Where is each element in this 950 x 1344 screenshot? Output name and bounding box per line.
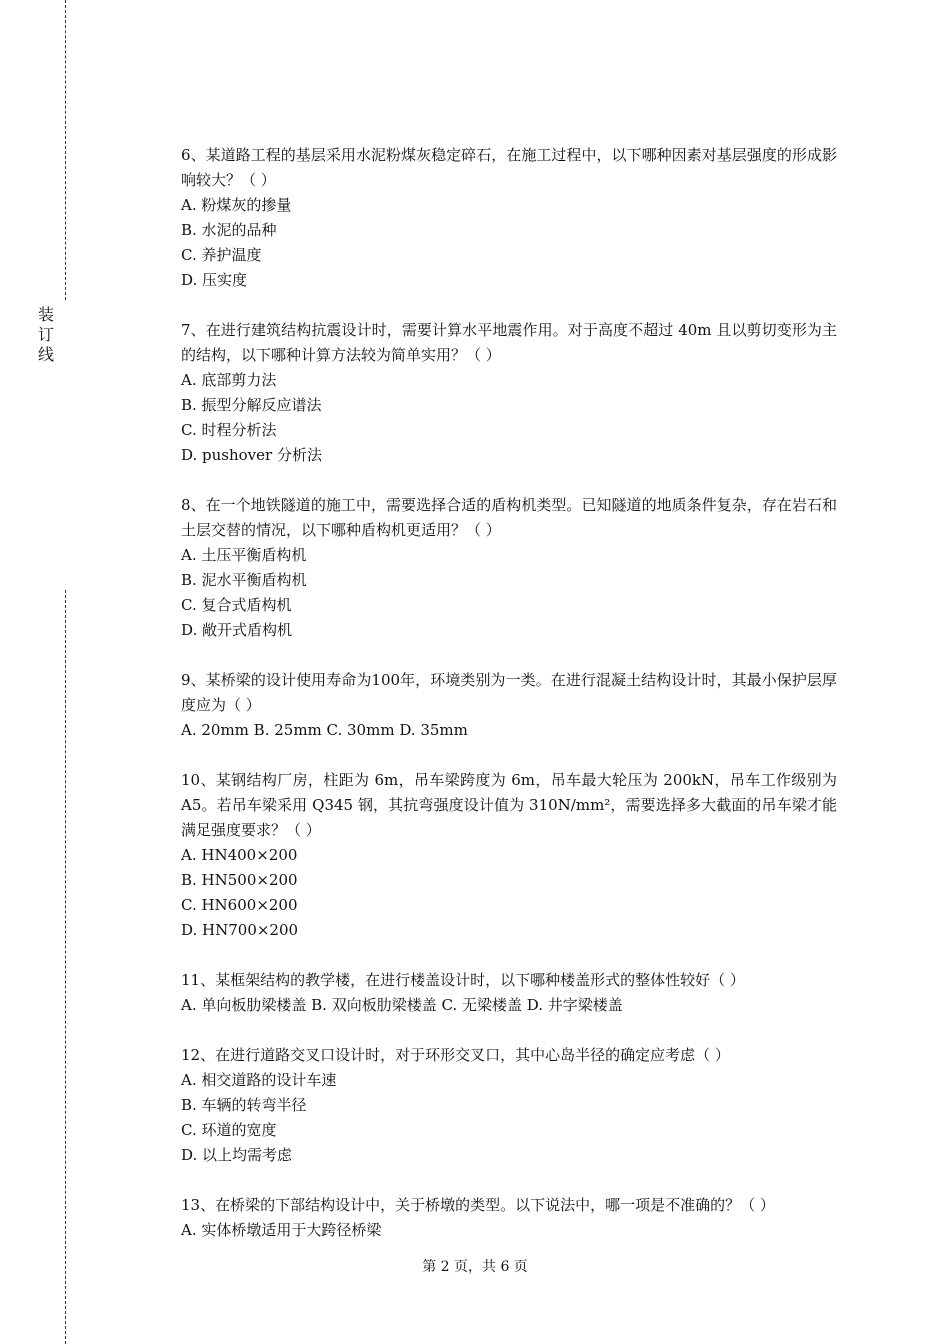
question-12 (181, 1043, 837, 1168)
option-a: A. 土压平衡盾构机 (181, 546, 307, 564)
question-text: 9、某桥梁的设计使用寿命为100年，环境类别为一类。在进行混凝土结构设计时，其最小保护层厚度应为（ ） (181, 671, 837, 714)
binding-line-label (36, 305, 56, 365)
question-text: 7、在进行建筑结构抗震设计时，需要计算水平地震作用。对于高度不超过 40m 且以剪切变形为主的结构，以下哪种计算方法较为简单实用？（ ） (181, 321, 837, 364)
question-text: 12、在进行道路交叉口设计时，对于环形交叉口，其中心岛半径的确定应考虑（ ） (181, 1046, 730, 1064)
option-b: B. 泥水平衡盾构机 (181, 571, 307, 589)
question-list (181, 143, 837, 1268)
option-c: C. 环道的宽度 (181, 1121, 277, 1139)
question-7 (181, 318, 837, 468)
question-10 (181, 768, 837, 943)
option-a: A. 粉煤灰的掺量 (181, 196, 292, 214)
option-d: D. 压实度 (181, 271, 248, 289)
option-b: B. 车辆的转弯半径 (181, 1096, 307, 1114)
option-c: C. 时程分析法 (181, 421, 277, 439)
binding-char: 装 (37, 305, 54, 324)
option-line: A. 20mm B. 25mm C. 30mm D. 35mm (181, 721, 468, 739)
option-d: D. 敞开式盾构机 (181, 621, 293, 639)
option-d: D. 以上均需考虑 (181, 1146, 293, 1164)
question-text: 11、某框架结构的教学楼，在进行楼盖设计时，以下哪种楼盖形式的整体性较好（ ） (181, 971, 745, 989)
page-number: 第 2 页，共 6 页 (422, 1259, 528, 1275)
option-a: A. 相交道路的设计车速 (181, 1071, 337, 1089)
option-b: B. HN500×200 (181, 871, 298, 889)
option-b: B. 振型分解反应谱法 (181, 396, 322, 414)
option-c: C. HN600×200 (181, 896, 298, 914)
option-a: A. 实体桥墩适用于大跨径桥梁 (181, 1221, 382, 1239)
option-d: D. HN700×200 (181, 921, 299, 939)
question-6 (181, 143, 837, 293)
option-b: B. 水泥的品种 (181, 221, 277, 239)
option-c: C. 养护温度 (181, 246, 262, 264)
question-8 (181, 493, 837, 643)
binding-char: 订 (37, 325, 54, 344)
question-11 (181, 968, 837, 1018)
binding-line-top (65, 0, 66, 300)
question-text: 13、在桥梁的下部结构设计中，关于桥墩的类型。以下说法中，哪一项是不准确的？（ ） (181, 1196, 775, 1214)
question-text: 6、某道路工程的基层采用水泥粉煤灰稳定碎石，在施工过程中，以下哪种因素对基层强度的形成影响较大？（ ） (181, 146, 837, 189)
option-a: A. 底部剪力法 (181, 371, 277, 389)
option-c: C. 复合式盾构机 (181, 596, 292, 614)
binding-char: 线 (37, 345, 54, 364)
binding-line-bottom (65, 590, 66, 1344)
question-text: 8、在一个地铁隧道的施工中，需要选择合适的盾构机类型。已知隧道的地质条件复杂，存在岩石和土层交替的情况，以下哪种盾构机更适用？（ ） (181, 496, 837, 539)
question-13 (181, 1193, 837, 1243)
question-text: 10、某钢结构厂房，柱距为 6m，吊车梁跨度为 6m，吊车最大轮压为 200kN，吊车工作级别为 A5。若吊车梁采用 Q345 钢，其抗弯强度设计值为 310N/mm²，需要选择多大截面的吊车梁才能满足强度要求？（ ） (181, 771, 837, 839)
question-9 (181, 668, 837, 743)
option-line: A. 单向板肋梁楼盖 B. 双向板肋梁楼盖 C. 无梁楼盖 D. 井字梁楼盖 (181, 996, 623, 1014)
option-d: D. pushover 分析法 (181, 446, 322, 464)
option-a: A. HN400×200 (181, 846, 298, 864)
